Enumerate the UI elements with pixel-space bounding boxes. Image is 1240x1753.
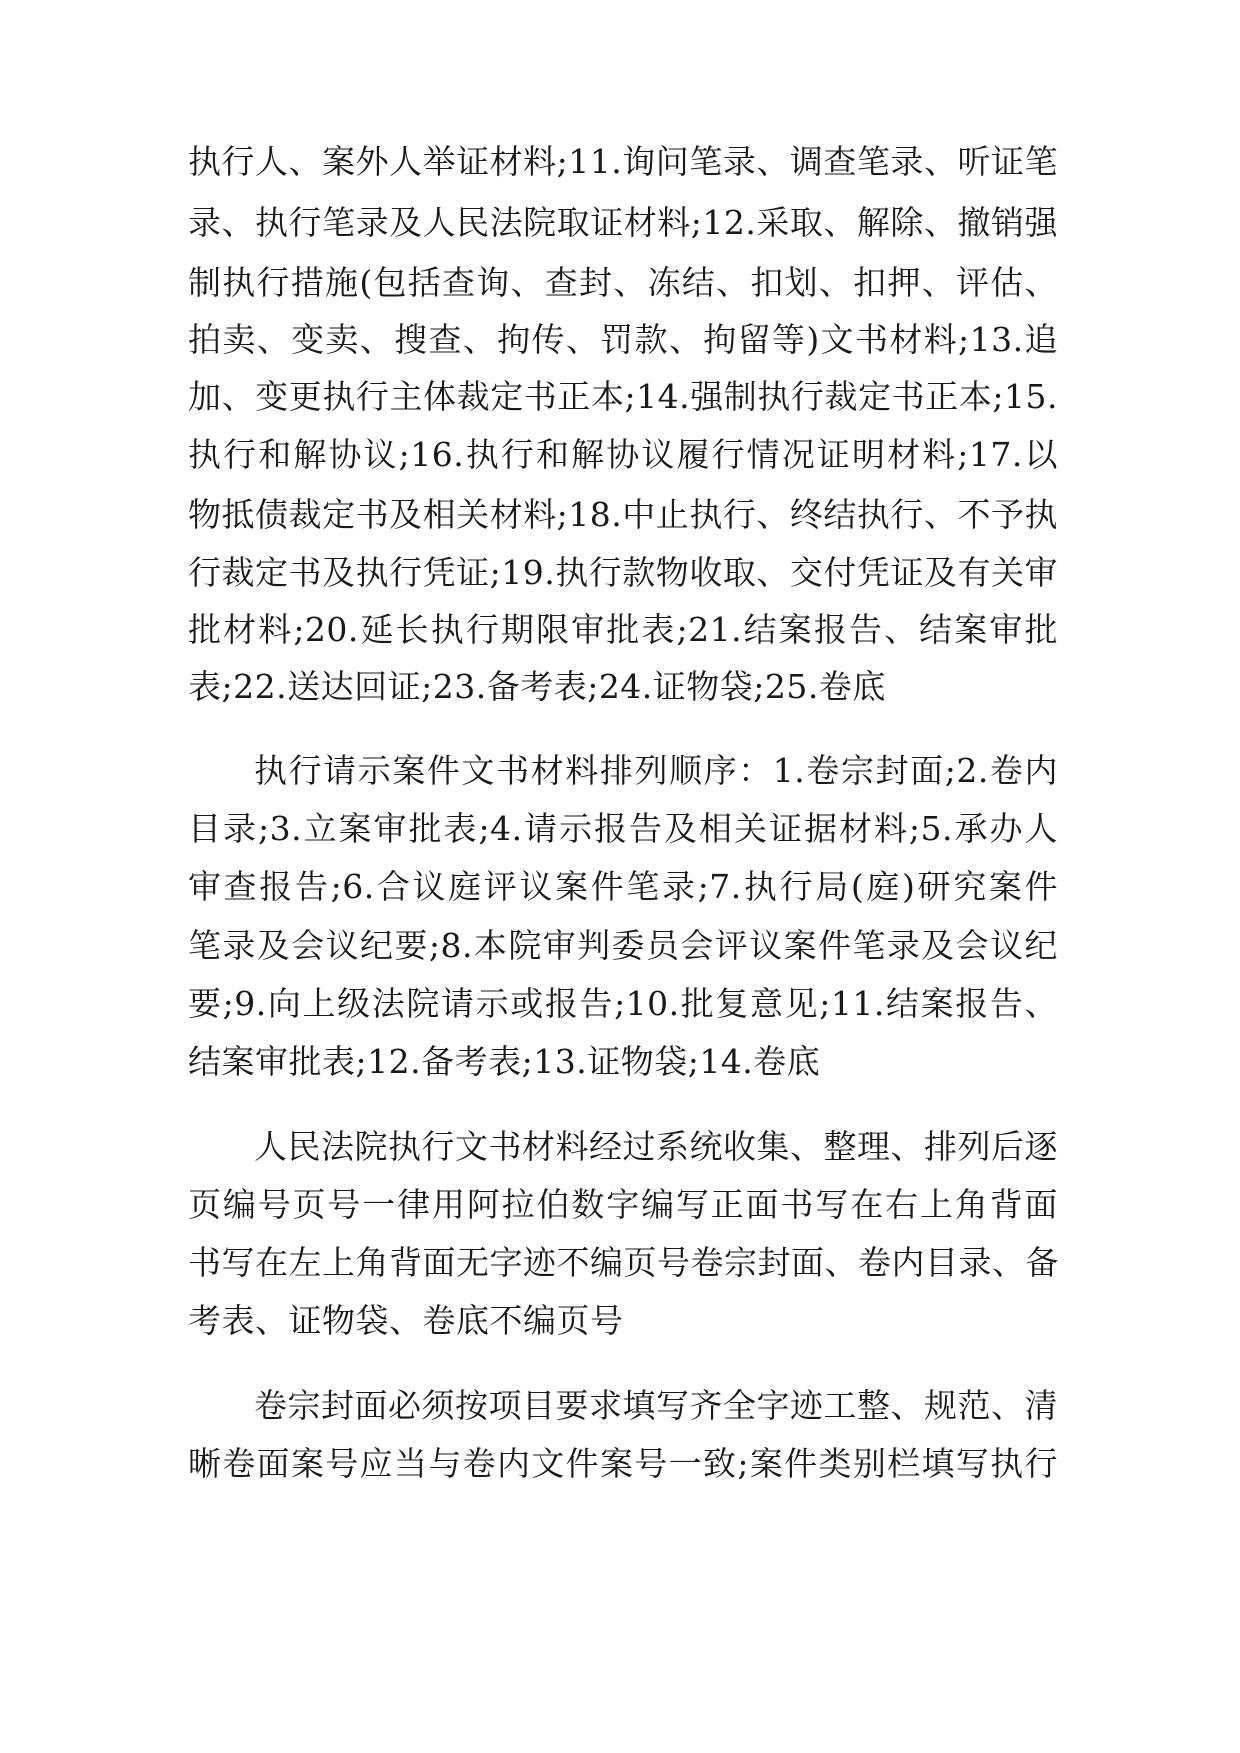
- text-line: 结案审批表;12.备考表;13.证物袋;14.卷底: [188, 1042, 821, 1081]
- text-line: 要;9.向上级法院请示或报告;10.批复意见;11.结案报告、: [188, 984, 1058, 1023]
- text-line: 考表、证物袋、卷底不编页号: [188, 1301, 624, 1340]
- text-line: 卷宗封面必须按项目要求填写齐全字迹工整、规范、清: [254, 1386, 1058, 1425]
- text-line: 物抵债裁定书及相关材料;18.中止执行、终结执行、不予执: [188, 495, 1058, 534]
- text-line: 笔录及会议纪要;8.本院审判委员会评议案件笔录及会议纪: [188, 926, 1058, 965]
- text-line: 书写在左上角背面无字迹不编页号卷宗封面、卷内目录、备: [188, 1243, 1059, 1282]
- text-line: 拍卖、变卖、搜查、拘传、罚款、拘留等)文书材料;13.追: [188, 320, 1058, 359]
- text-line: 加、变更执行主体裁定书正本;14.强制执行裁定书正本;15.: [188, 377, 1058, 416]
- text-line: 执行人、案外人举证材料;11.询问笔录、调查笔录、听证笔: [188, 142, 1058, 181]
- text-line: 审查报告;6.合议庭评议案件笔录;7.执行局(庭)研究案件: [188, 867, 1058, 906]
- text-line: 制执行措施(包括查询、查封、冻结、扣划、扣押、评估、: [188, 263, 1058, 302]
- text-line: 表;22.送达回证;23.备考表;24.证物袋;25.卷底: [188, 667, 886, 706]
- text-line: 录、执行笔录及人民法院取证材料;12.采取、解除、撤销强: [188, 203, 1058, 242]
- text-line: 人民法院执行文书材料经过系统收集、整理、排列后逐: [254, 1127, 1058, 1166]
- text-line: 执行请示案件文书材料排列顺序：1.卷宗封面;2.卷内: [254, 751, 1058, 790]
- text-line: 晰卷面案号应当与卷内文件案号一致;案件类别栏填写执行: [188, 1444, 1058, 1483]
- text-line: 批材料;20.延长执行期限审批表;21.结案报告、结案审批: [188, 610, 1058, 649]
- text-line: 执行和解协议;16.执行和解协议履行情况证明材料;17.以: [188, 435, 1058, 474]
- text-line: 页编号页号一律用阿拉伯数字编写正面书写在右上角背面: [188, 1185, 1058, 1224]
- text-line: 行裁定书及执行凭证;19.执行款物收取、交付凭证及有关审: [188, 553, 1058, 592]
- text-line: 目录;3.立案审批表;4.请示报告及相关证据材料;5.承办人: [188, 809, 1058, 848]
